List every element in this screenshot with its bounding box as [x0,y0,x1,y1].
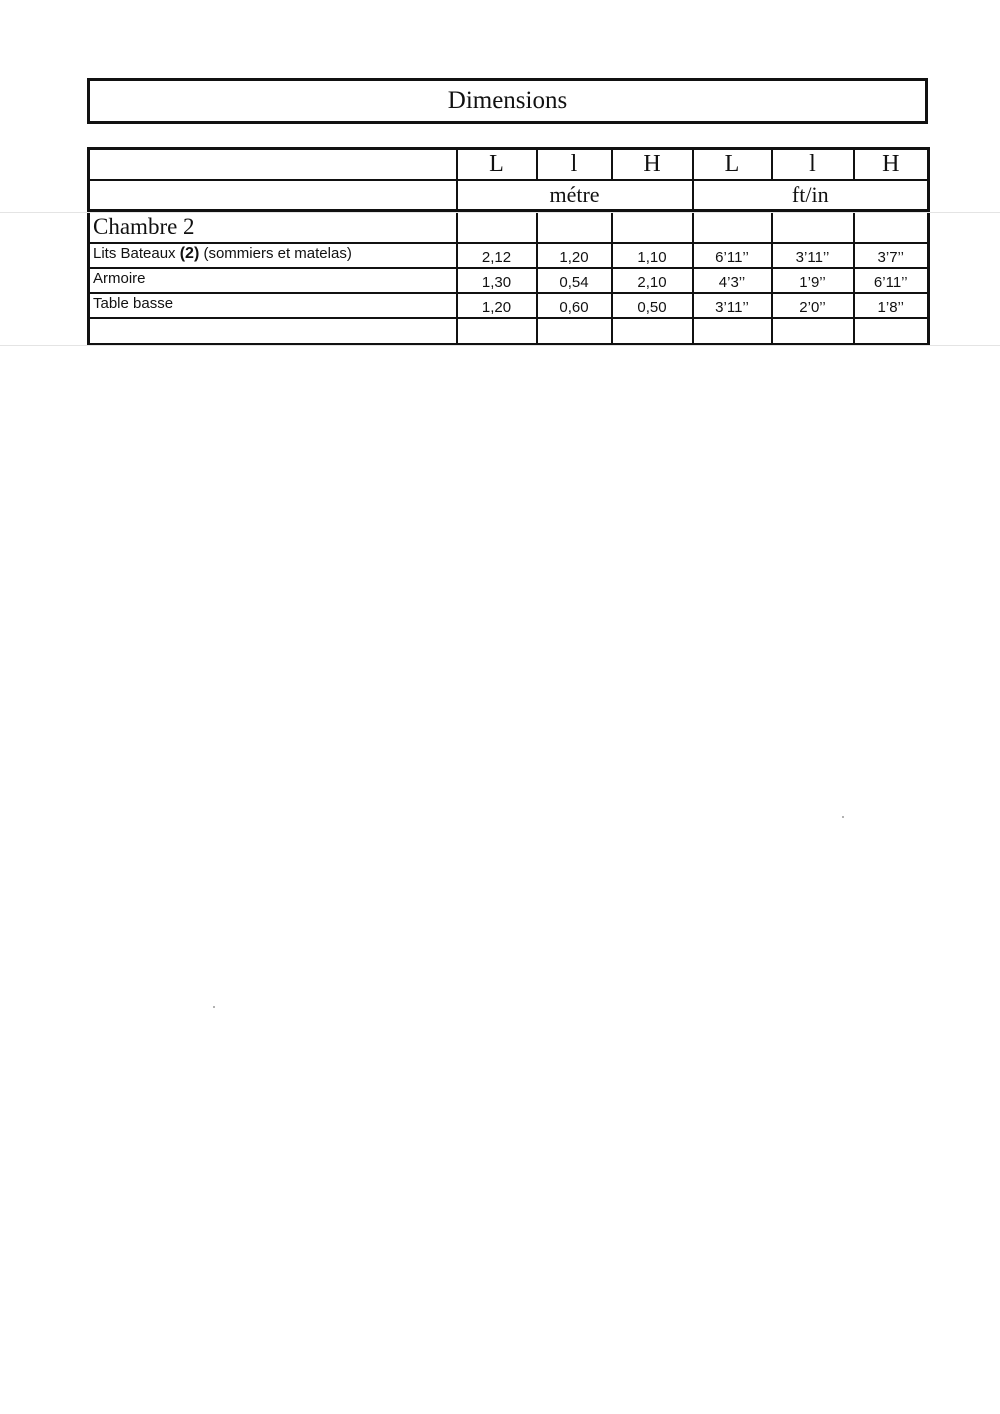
item-label-text: Lits Bateaux [93,244,180,262]
units-blank-cell [89,180,457,211]
ft-width-cell: 3’11’’ [772,243,854,268]
item-label-quantity: (2) [179,244,200,262]
empty-cell [693,211,772,243]
scan-speck [213,1006,215,1008]
units-ft-in: ft/in [693,180,929,211]
ft-width-cell: 1’9’’ [772,268,854,293]
title-text: Dimensions [447,87,568,114]
empty-cell [89,318,457,345]
item-label [89,243,457,268]
section-name: Chambre 2 [89,211,457,243]
empty-cell [693,318,772,345]
table-row [89,268,929,293]
empty-cell [537,211,612,243]
scan-artifact-line [0,212,1000,213]
dimensions-table [87,147,930,346]
header-metre-width: l [537,149,612,180]
item-label-text: Armoire [93,270,146,287]
empty-cell [612,318,693,345]
empty-cell [772,211,854,243]
ft-height-cell: 1’8’’ [854,293,929,318]
item-label [89,268,457,293]
metre-length-cell: 1,30 [457,268,537,293]
item-label [89,293,457,318]
metre-length-cell: 2,12 [457,243,537,268]
metre-width-cell: 1,20 [537,243,612,268]
table-row [89,293,929,318]
empty-cell [612,211,693,243]
metre-length-cell: 1,20 [457,293,537,318]
header-ft-height: H [854,149,929,180]
header-metre-length: L [457,149,537,180]
table-row [89,243,929,268]
units-row [89,180,929,211]
header-ft-width: l [772,149,854,180]
column-header-row [89,149,929,180]
header-blank-cell [89,149,457,180]
ft-length-cell: 4’3’’ [693,268,772,293]
header-metre-height: H [612,149,693,180]
metre-height-cell: 2,10 [612,268,693,293]
metre-height-cell: 1,10 [612,243,693,268]
empty-cell [457,318,537,345]
ft-height-cell: 3’7’’ [854,243,929,268]
empty-cell [772,318,854,345]
empty-row [89,318,929,345]
header-ft-length: L [693,149,772,180]
ft-length-cell: 6’11’’ [693,243,772,268]
metre-width-cell: 0,54 [537,268,612,293]
empty-cell [854,211,929,243]
document-title [87,78,928,124]
scan-artifact-line [0,345,1000,346]
empty-cell [854,318,929,345]
section-row [89,211,929,243]
ft-height-cell: 6’11’’ [854,268,929,293]
empty-cell [457,211,537,243]
metre-height-cell: 0,50 [612,293,693,318]
ft-length-cell: 3’11’’ [693,293,772,318]
scan-speck [842,816,844,818]
units-metre: métre [457,180,693,211]
metre-width-cell: 0,60 [537,293,612,318]
item-label-text: Table basse [93,295,174,312]
ft-width-cell: 2’0’’ [772,293,854,318]
empty-cell [537,318,612,345]
item-label-detail: (sommiers et matelas) [199,244,352,262]
